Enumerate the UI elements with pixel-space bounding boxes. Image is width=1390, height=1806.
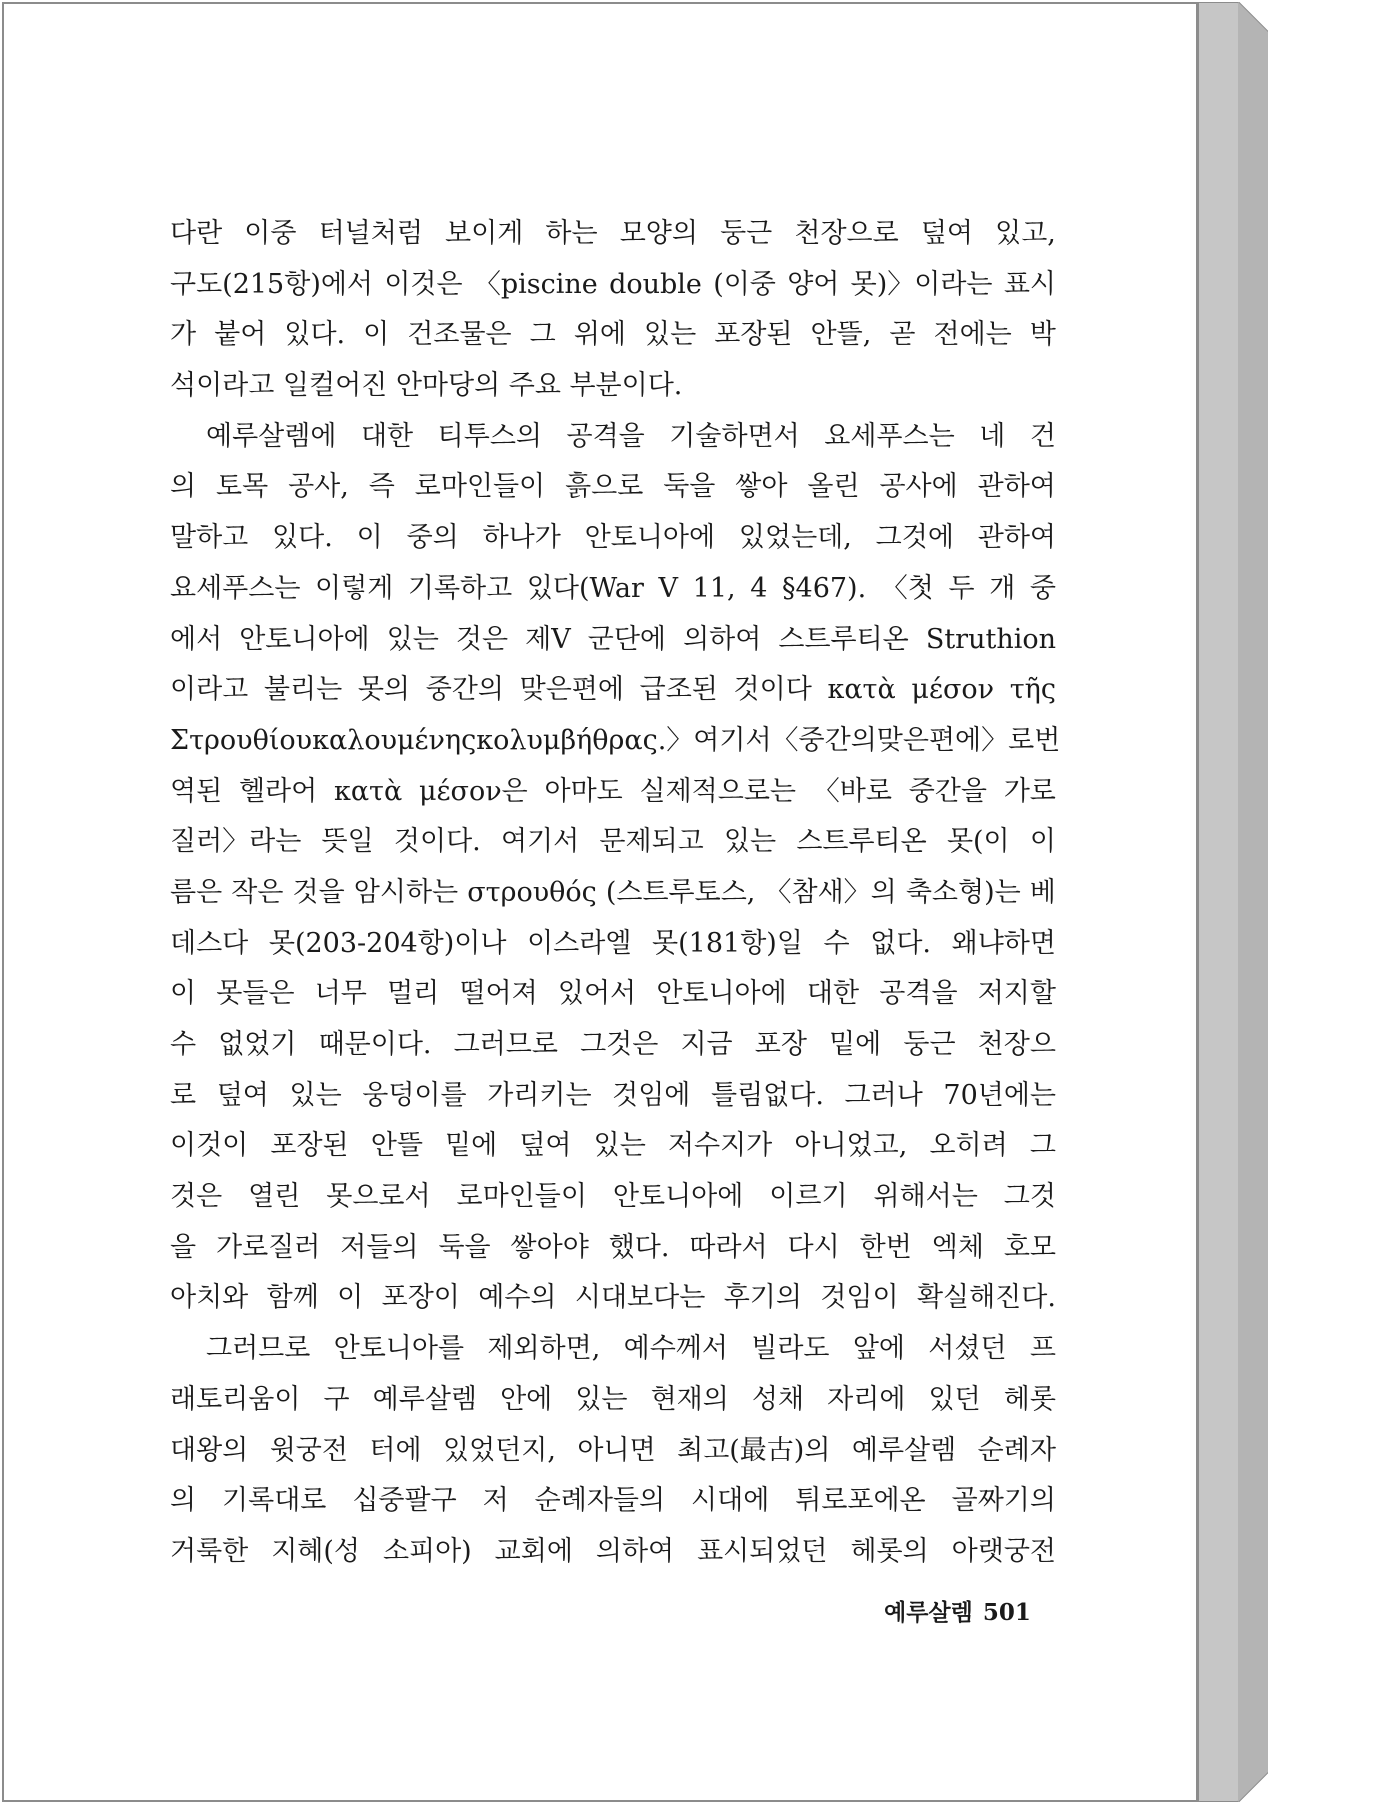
text-line: 말하고 있다. 이 중의 하나가 안토니아에 있었는데, 그것에 관하여 — [170, 522, 1056, 554]
text-line: 데스다 못(203-204항)이나 이스라엘 못(181항)일 수 없다. 왜냐하면 — [170, 927, 1056, 959]
footer-title: 예루살렘 — [884, 1600, 973, 1626]
book-spine — [1198, 2, 1268, 1802]
text-line: 이것이 포장된 안뜰 밑에 덮여 있는 저수지가 아니었고, 오히려 그 — [170, 1130, 1056, 1162]
page-number: 501 — [982, 1599, 1031, 1626]
text-line: 의 기록대로 십중팔구 저 순례자들의 시대에 튀로포에온 골짜기의 — [170, 1485, 1056, 1517]
text-line: 질러〉라는 뜻일 것이다. 여기서 문제되고 있는 스트루티온 못(이 이 — [170, 826, 1056, 858]
running-footer — [884, 1594, 1031, 1627]
text-line: 그러므로 안토니아를 제외하면, 예수께서 빌라도 앞에 서셨던 프 — [206, 1333, 1056, 1365]
text-line: 석이라고 일컬어진 안마당의 주요 부분이다. — [170, 370, 683, 402]
text-line: 의 토목 공사, 즉 로마인들이 흙으로 둑을 쌓아 올린 공사에 관하여 — [170, 471, 1056, 503]
text-line: 요세푸스는 이렇게 기록하고 있다(War V 11, 4 §467). 〈첫 두 개 중 — [170, 572, 1056, 604]
text-line: 수 없었기 때문이다. 그러므로 그것은 지금 포장 밑에 둥근 천장으 — [170, 1029, 1056, 1060]
text-line: 래토리움이 구 예루살렘 안에 있는 현재의 성채 자리에 있던 헤롯 — [170, 1383, 1056, 1415]
text-line: 역된 헬라어 κατὰ μέσον은 아마도 실제적으로는 〈바로 중간을 가로 — [170, 775, 1056, 807]
text-line: 이 못들은 너무 멀리 떨어져 있어서 안토니아에 대한 공격을 저지할 — [170, 978, 1056, 1010]
text-line: 이라고 불리는 못의 중간의 맞은편에 급조된 것이다 κατὰ μέσον τῆς — [170, 674, 1056, 706]
text-line: 름은 작은 것을 암시하는 στρουθός (스트루토스, 〈참새〉의 축소형)는 베 — [170, 876, 1056, 908]
text-line: 에서 안토니아에 있는 것은 제V 군단에 의하여 스트루티온 Struthion — [170, 623, 1056, 655]
text-line: Στρουθίου καλουμένης κολυμβήθρας.〉 여기서 〈중간의 맞은편에〉로 번 — [170, 724, 1061, 756]
text-line: 구도(215항)에서 이것은 〈piscine double (이중 양어 못)〉이라는 표시 — [170, 268, 1056, 300]
text-line: 다란 이중 터널처럼 보이게 하는 모양의 둥근 천장으로 덮여 있고, — [170, 218, 1056, 249]
text-line: 가 붙어 있다. 이 건조물은 그 위에 있는 포장된 안뜰, 곧 전에는 박 — [170, 319, 1056, 351]
text-line: 아치와 함께 이 포장이 예수의 시대보다는 후기의 것임이 확실해진다. — [170, 1282, 1056, 1314]
body-text — [170, 209, 1061, 1578]
book-page — [2, 2, 1198, 1802]
text-line: 을 가로질러 저들의 둑을 쌓아야 했다. 따라서 다시 한번 엑체 호모 — [170, 1231, 1056, 1263]
text-line: 예루살렘에 대한 티투스의 공격을 기술하면서 요세푸스는 네 건 — [206, 420, 1056, 452]
text-line: 것은 열린 못으로서 로마인들이 안토니아에 이르기 위해서는 그것 — [170, 1181, 1056, 1213]
text-line: 대왕의 윗궁전 터에 있었던지, 아니면 최고(最古)의 예루살렘 순례자 — [170, 1434, 1056, 1466]
text-line: 로 덮여 있는 웅덩이를 가리키는 것임에 틀림없다. 그러나 70년에는 — [170, 1079, 1056, 1111]
text-line: 거룩한 지혜(성 소피아) 교회에 의하여 표시되었던 헤롯의 아랫궁전 — [170, 1535, 1056, 1567]
